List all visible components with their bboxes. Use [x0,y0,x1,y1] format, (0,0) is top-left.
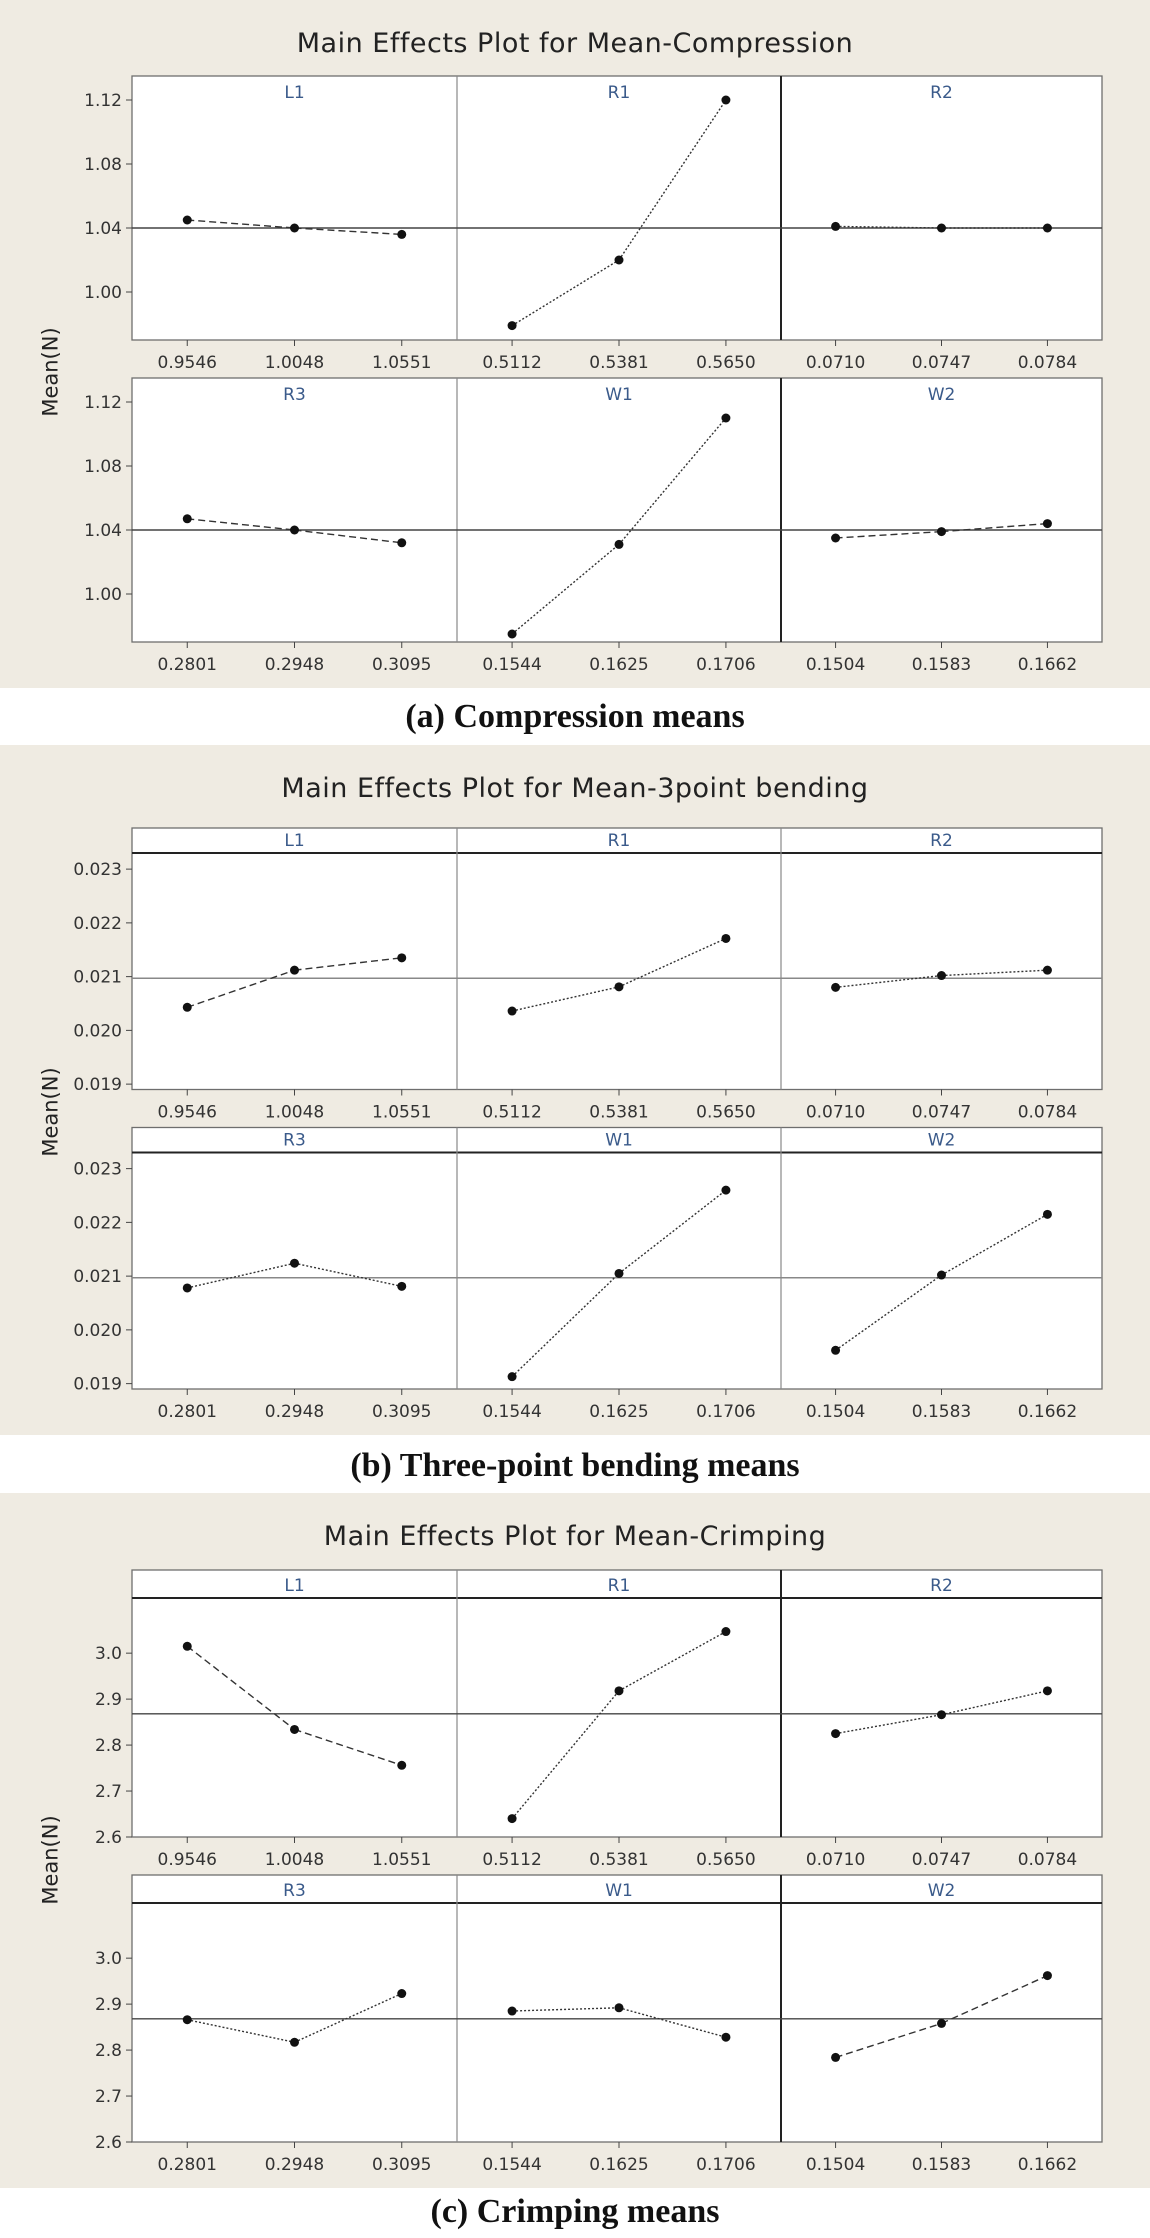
panel-label: R3 [283,1881,306,1901]
x-tick-label: 0.1706 [696,1402,756,1422]
row-frame [132,1570,1102,1837]
y-tick-label: 0.020 [73,1320,122,1341]
data-point [721,1627,730,1636]
x-tick-label: 0.1625 [589,1402,649,1422]
data-point [937,527,946,536]
caption-c: (c) Crimping means [430,2193,720,2230]
y-tick-label: 2.8 [94,2041,122,2062]
panel-label: W2 [927,1881,956,1901]
x-tick-label: 0.1625 [589,2155,649,2175]
panel-label: R3 [283,385,306,405]
data-point [831,534,840,543]
data-point [508,1372,517,1381]
x-tick-label: 0.5112 [482,353,542,373]
y-tick-label: 0.022 [73,1213,122,1234]
data-point [290,224,299,233]
panel-label: R1 [607,83,631,103]
y-tick-label: 1.12 [84,91,122,111]
data-point [290,2038,299,2047]
data-point [290,1259,299,1268]
data-point [937,1271,946,1280]
chart-b [0,745,1150,1435]
panel-label: R3 [283,1130,306,1151]
y-tick-label: 2.7 [94,2087,122,2108]
x-tick-label: 0.0784 [1017,353,1078,373]
x-tick-label: 0.1583 [911,655,972,675]
data-point [831,1729,840,1738]
x-tick-label: 0.0710 [805,1850,866,1870]
data-point [508,2007,517,2016]
data-point [397,953,406,962]
data-point [1043,224,1052,233]
y-tick-label: 1.04 [84,521,122,541]
x-tick-label: 0.5112 [482,1102,542,1123]
data-point [508,630,517,639]
x-tick-label: 0.0747 [911,1850,972,1870]
figure-a [0,0,1150,688]
y-tick-label: 2.8 [94,1736,122,1757]
data-point [721,1186,730,1195]
data-point [721,414,730,423]
x-tick-label: 0.9546 [157,353,217,373]
panel-label: L1 [284,831,305,851]
data-point [397,230,406,239]
x-tick-label: 0.2948 [264,1402,325,1422]
data-point [397,1989,406,1998]
data-point [508,321,517,330]
y-tick-label: 1.04 [84,219,122,239]
x-tick-label: 0.1544 [482,2155,542,2175]
x-tick-label: 0.1625 [589,655,649,675]
y-tick-label: 0.019 [73,1374,122,1395]
y-tick-label: 1.08 [84,457,122,477]
x-tick-label: 0.1662 [1017,655,1078,675]
x-tick-label: 1.0551 [372,353,432,373]
data-point [183,1642,192,1651]
x-tick-label: 0.1504 [805,1402,866,1422]
x-tick-label: 0.3095 [372,655,432,675]
y-tick-label: 2.9 [94,1690,122,1711]
y-tick-label: 0.020 [73,1021,122,1042]
y-axis-label-c: Mean(N) [38,1815,63,1905]
data-point [831,2053,840,2062]
y-tick-label: 3.0 [94,1949,122,1970]
panel-label: W2 [927,1130,956,1151]
y-axis-label-b: Mean(N) [38,1067,63,1157]
x-tick-label: 0.5381 [589,1850,649,1870]
chart-title-c: Main Effects Plot for Mean-Crimping [323,1521,827,1552]
data-point [183,1283,192,1292]
chart-a [0,0,1150,688]
x-tick-label: 0.1544 [482,1402,542,1422]
x-tick-label: 0.1504 [805,2155,866,2175]
data-point [1043,966,1052,975]
data-point [290,966,299,975]
x-tick-label: 0.3095 [372,2155,432,2175]
panel-label: W1 [605,385,633,405]
x-tick-label: 0.1662 [1017,2155,1078,2175]
panel-label: W1 [605,1881,633,1901]
x-tick-label: 0.0710 [805,1102,866,1123]
y-tick-label: 0.023 [73,860,122,881]
data-point [615,2003,624,2012]
x-tick-label: 1.0551 [372,1102,432,1123]
data-point [937,1710,946,1719]
y-tick-label: 1.00 [84,585,122,605]
x-tick-label: 0.0784 [1017,1850,1078,1870]
y-tick-label: 1.00 [84,283,122,303]
x-tick-label: 0.5112 [482,1850,542,1870]
row-frame [132,76,1102,340]
data-point [183,2015,192,2024]
data-point [937,2019,946,2028]
caption-a: (a) Compression means [405,698,745,735]
data-point [721,96,730,105]
data-point [183,216,192,225]
x-tick-label: 0.0710 [805,353,866,373]
data-point [397,538,406,547]
data-point [183,514,192,523]
x-tick-label: 0.1504 [805,655,866,675]
data-point [615,1269,624,1278]
y-tick-label: 1.12 [84,393,122,413]
data-point [831,983,840,992]
x-tick-label: 1.0048 [264,353,325,373]
data-point [397,1761,406,1770]
data-point [1043,519,1052,528]
y-tick-label: 2.7 [94,1782,122,1803]
x-tick-label: 0.1583 [911,1402,972,1422]
x-tick-label: 0.2948 [264,2155,325,2175]
data-point [1043,1971,1052,1980]
y-tick-label: 0.019 [73,1075,122,1096]
data-point [937,971,946,980]
x-tick-label: 0.0747 [911,1102,972,1123]
panel-label: L1 [284,83,305,103]
x-tick-label: 0.1706 [696,655,756,675]
x-tick-label: 0.9546 [157,1102,217,1123]
panel-label: R1 [607,831,631,851]
data-point [508,1007,517,1016]
y-axis-label-a: Mean(N) [38,327,63,417]
panel-label: L1 [284,1576,305,1596]
data-point [1043,1686,1052,1695]
data-point [1043,1210,1052,1219]
row-frame [132,828,1102,1090]
data-point [290,526,299,535]
y-tick-label: 2.6 [94,1828,122,1848]
figure-c [0,1493,1150,2188]
panel-label: W2 [927,385,956,405]
chart-c [0,1493,1150,2188]
x-tick-label: 0.0784 [1017,1102,1078,1123]
x-tick-label: 1.0048 [264,1102,325,1123]
data-point [937,224,946,233]
y-tick-label: 0.021 [73,1267,122,1288]
x-tick-label: 0.1706 [696,2155,756,2175]
x-tick-label: 0.2801 [157,1402,217,1422]
y-tick-label: 3.0 [94,1644,122,1665]
panel-label: W1 [605,1130,633,1151]
x-tick-label: 0.5381 [589,1102,649,1123]
panel-label: R2 [930,831,953,851]
x-tick-label: 0.3095 [372,1402,432,1422]
data-point [290,1725,299,1734]
x-tick-label: 1.0048 [264,1850,325,1870]
data-point [831,1346,840,1355]
data-point [831,222,840,231]
x-tick-label: 0.2801 [157,2155,217,2175]
x-tick-label: 0.0747 [911,353,972,373]
caption-b: (b) Three-point bending means [350,1447,800,1484]
x-tick-label: 1.0551 [372,1850,432,1870]
x-tick-label: 0.1583 [911,2155,972,2175]
data-point [397,1282,406,1291]
data-point [508,1814,517,1823]
panel-label: R1 [607,1576,631,1596]
panel-label: R2 [930,83,953,103]
data-point [615,256,624,265]
y-tick-label: 2.9 [94,1995,122,2016]
data-point [615,540,624,549]
data-point [721,934,730,943]
data-point [183,1003,192,1012]
x-tick-label: 0.5650 [696,1102,756,1123]
y-tick-label: 0.023 [73,1159,122,1180]
x-tick-label: 0.2948 [264,655,325,675]
x-tick-label: 0.1544 [482,655,542,675]
x-tick-label: 0.5650 [696,353,756,373]
x-tick-label: 0.5381 [589,353,649,373]
x-tick-label: 0.9546 [157,1850,217,1870]
y-tick-label: 2.6 [94,2133,122,2153]
y-tick-label: 1.08 [84,155,122,175]
data-point [615,982,624,991]
data-point [615,1686,624,1695]
chart-title-a: Main Effects Plot for Mean-Compression [296,28,854,59]
data-point [721,2033,730,2042]
y-tick-label: 0.022 [73,913,122,934]
panel-label: R2 [930,1576,953,1596]
x-tick-label: 0.1662 [1017,1402,1078,1422]
figure-b [0,745,1150,1435]
row-frame [132,378,1102,642]
x-tick-label: 0.2801 [157,655,217,675]
row-frame [132,1128,1102,1390]
y-tick-label: 0.021 [73,967,122,988]
x-tick-label: 0.5650 [696,1850,756,1870]
chart-title-b: Main Effects Plot for Mean-3point bending [281,773,869,804]
